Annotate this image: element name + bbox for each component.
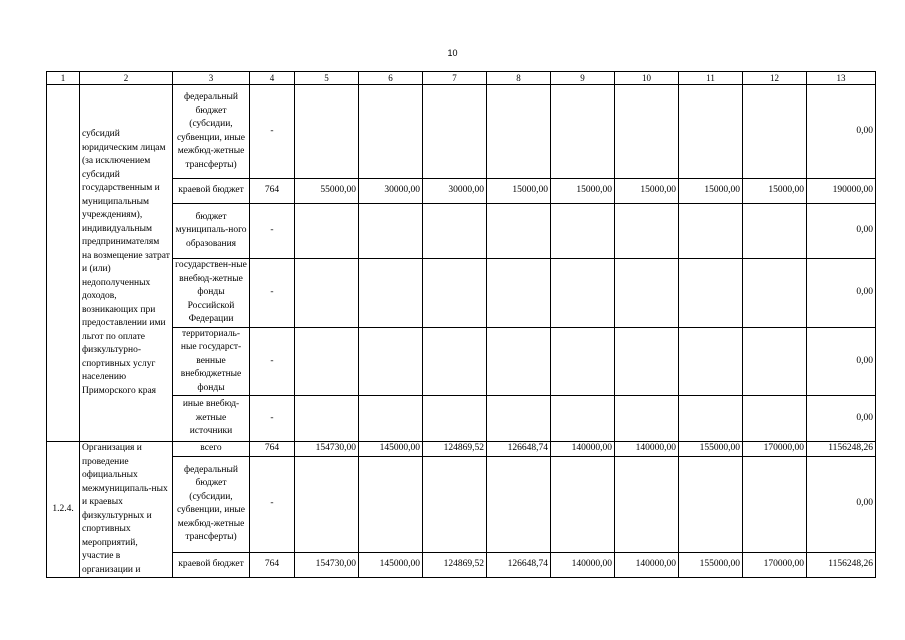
row-description: Организация и проведение официальных межмуниципаль-ных и краевых физкультурных и спортивных мероприятий, участие в организации и xyxy=(80,442,173,578)
year-value: 30000,00 xyxy=(423,179,487,204)
year-value xyxy=(551,396,615,442)
year-value xyxy=(487,396,551,442)
funding-source: государствен-ные внебюд-жетные фонды Российской Федерации xyxy=(173,259,250,328)
year-value: 145000,00 xyxy=(359,442,423,457)
total-value: 1156248,26 xyxy=(807,442,876,457)
table-row xyxy=(47,442,876,457)
year-value: 140000,00 xyxy=(551,442,615,457)
funding-source: краевой бюджет xyxy=(173,179,250,204)
year-value: 15000,00 xyxy=(615,179,679,204)
column-header: 13 xyxy=(807,72,876,85)
year-value: 126648,74 xyxy=(487,552,551,577)
year-value: 15000,00 xyxy=(743,179,807,204)
year-value: 140000,00 xyxy=(615,442,679,457)
year-value: 154730,00 xyxy=(295,552,359,577)
year-value xyxy=(551,259,615,328)
year-value: 145000,00 xyxy=(359,552,423,577)
year-value xyxy=(487,456,551,552)
year-value xyxy=(359,204,423,259)
year-value xyxy=(615,456,679,552)
year-value: 124869,52 xyxy=(423,552,487,577)
year-value xyxy=(487,327,551,396)
year-value: 124869,52 xyxy=(423,442,487,457)
year-value xyxy=(295,456,359,552)
funding-source: краевой бюджет xyxy=(173,552,250,577)
year-value xyxy=(615,85,679,179)
column-header: 8 xyxy=(487,72,551,85)
budget-code: 764 xyxy=(250,552,295,577)
budget-code: - xyxy=(250,259,295,328)
year-value xyxy=(295,85,359,179)
year-value xyxy=(743,259,807,328)
year-value xyxy=(359,327,423,396)
year-value: 155000,00 xyxy=(679,552,743,577)
total-value: 0,00 xyxy=(807,456,876,552)
year-value xyxy=(679,259,743,328)
budget-code: - xyxy=(250,396,295,442)
year-value xyxy=(679,204,743,259)
year-value xyxy=(551,327,615,396)
year-value xyxy=(615,259,679,328)
year-value xyxy=(743,85,807,179)
budget-code: - xyxy=(250,327,295,396)
column-header: 9 xyxy=(551,72,615,85)
header-row xyxy=(47,72,876,85)
year-value xyxy=(295,396,359,442)
year-value xyxy=(423,456,487,552)
year-value xyxy=(423,396,487,442)
total-value: 190000,00 xyxy=(807,179,876,204)
year-value xyxy=(295,259,359,328)
year-value: 30000,00 xyxy=(359,179,423,204)
year-value: 126648,74 xyxy=(487,442,551,457)
year-value xyxy=(743,396,807,442)
total-value: 0,00 xyxy=(807,259,876,328)
budget-table xyxy=(46,71,876,578)
year-value xyxy=(551,456,615,552)
year-value: 15000,00 xyxy=(679,179,743,204)
column-header: 3 xyxy=(173,72,250,85)
budget-code: - xyxy=(250,85,295,179)
column-header: 11 xyxy=(679,72,743,85)
year-value xyxy=(295,204,359,259)
budget-code: - xyxy=(250,456,295,552)
year-value xyxy=(487,259,551,328)
year-value xyxy=(551,85,615,179)
total-value: 0,00 xyxy=(807,204,876,259)
column-header: 12 xyxy=(743,72,807,85)
year-value: 15000,00 xyxy=(487,179,551,204)
year-value xyxy=(679,85,743,179)
column-header: 2 xyxy=(80,72,173,85)
budget-code: 764 xyxy=(250,179,295,204)
column-header: 5 xyxy=(295,72,359,85)
funding-source: федеральный бюджет (субсидии, субвенции, иные межбюд-жетные трансферты) xyxy=(173,85,250,179)
year-value: 55000,00 xyxy=(295,179,359,204)
column-header: 6 xyxy=(359,72,423,85)
year-value xyxy=(295,327,359,396)
year-value xyxy=(615,327,679,396)
year-value xyxy=(743,456,807,552)
year-value: 140000,00 xyxy=(615,552,679,577)
budget-code: - xyxy=(250,204,295,259)
row-number xyxy=(47,85,80,442)
total-value: 0,00 xyxy=(807,85,876,179)
funding-source: федеральный бюджет (субсидии, субвенции, иные межбюд-жетные трансферты) xyxy=(173,456,250,552)
year-value xyxy=(359,259,423,328)
year-value xyxy=(615,204,679,259)
funding-source: территориаль-ные государст-венные внебюджетные фонды xyxy=(173,327,250,396)
year-value xyxy=(743,204,807,259)
year-value: 154730,00 xyxy=(295,442,359,457)
year-value xyxy=(359,85,423,179)
year-value xyxy=(423,85,487,179)
year-value xyxy=(487,204,551,259)
row-description: субсидий юридическим лицам (за исключением субсидий государственным и муниципальным учреждениям), индивидуальным предпринимателям на возмещение затрат и (или) недополученных доходов, возникающих при предоставлении ими льгот по оплате физкультурно-спортивных услуг населению Приморского края xyxy=(80,85,173,442)
year-value xyxy=(679,327,743,396)
year-value xyxy=(359,396,423,442)
block-2 xyxy=(47,442,876,578)
year-value xyxy=(487,85,551,179)
year-value xyxy=(423,327,487,396)
total-value: 1156248,26 xyxy=(807,552,876,577)
year-value xyxy=(423,259,487,328)
table-row xyxy=(47,85,876,179)
total-value: 0,00 xyxy=(807,327,876,396)
year-value: 140000,00 xyxy=(551,552,615,577)
year-value xyxy=(551,204,615,259)
year-value xyxy=(423,204,487,259)
row-number: 1.2.4. xyxy=(47,442,80,578)
block-1 xyxy=(47,85,876,442)
column-header: 7 xyxy=(423,72,487,85)
year-value xyxy=(359,456,423,552)
funding-source: всего xyxy=(173,442,250,457)
year-value xyxy=(679,456,743,552)
column-header: 1 xyxy=(47,72,80,85)
funding-source: бюджет муниципаль-ного образования xyxy=(173,204,250,259)
year-value: 15000,00 xyxy=(551,179,615,204)
column-header: 4 xyxy=(250,72,295,85)
column-header: 10 xyxy=(615,72,679,85)
year-value: 155000,00 xyxy=(679,442,743,457)
year-value: 170000,00 xyxy=(743,552,807,577)
year-value xyxy=(679,396,743,442)
year-value xyxy=(615,396,679,442)
year-value: 170000,00 xyxy=(743,442,807,457)
total-value: 0,00 xyxy=(807,396,876,442)
budget-code: 764 xyxy=(250,442,295,457)
year-value xyxy=(743,327,807,396)
funding-source: иные внебюд-жетные источники xyxy=(173,396,250,442)
page-number: 10 xyxy=(447,48,458,58)
